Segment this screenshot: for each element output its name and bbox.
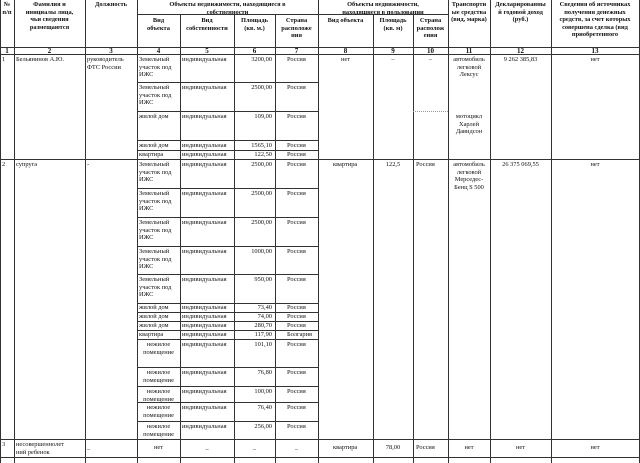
property-country: Россия bbox=[287, 219, 306, 226]
property-area: 1565,10 bbox=[251, 142, 272, 149]
ownership-type: индивидуальная bbox=[182, 404, 227, 411]
column-number: 3 bbox=[109, 47, 113, 55]
vehicle: нет bbox=[464, 444, 474, 451]
grid-line bbox=[490, 0, 491, 463]
property-area: 74,00 bbox=[257, 313, 272, 320]
ownership-type: индивидуальная bbox=[182, 248, 227, 255]
property-area: 280,70 bbox=[254, 322, 272, 329]
property-area: 2500,00 bbox=[251, 190, 272, 197]
property-area: _ bbox=[252, 444, 257, 451]
column-number: 4 bbox=[156, 47, 161, 55]
property-area: 73,40 bbox=[257, 304, 272, 311]
person-position: _ bbox=[87, 444, 91, 451]
grid-line bbox=[0, 457, 640, 458]
row-divider bbox=[137, 82, 318, 83]
property-area: 122,50 bbox=[254, 151, 272, 158]
row-divider bbox=[137, 246, 318, 247]
used-property-area: – bbox=[391, 56, 395, 63]
property-area: 3200,00 bbox=[251, 56, 272, 63]
grid-line bbox=[373, 14, 374, 463]
header-income: Декларированны й годовой доход (руб.) bbox=[495, 1, 546, 23]
vehicle-car: автомобиль легковой Мерседес- Бенц S 500 bbox=[453, 161, 485, 191]
property-area: 100,00 bbox=[254, 388, 272, 395]
property-country: Россия bbox=[287, 423, 306, 430]
property-area: 101,10 bbox=[254, 341, 272, 348]
header-no: № п/п bbox=[2, 1, 12, 16]
ownership-type: индивидуальная bbox=[182, 304, 227, 311]
property-type: Земельный участок под ИЖС bbox=[139, 248, 172, 270]
grid-line bbox=[0, 0, 1, 463]
property-type: нежилое помещение bbox=[143, 404, 174, 419]
ownership-type: индивидуальная bbox=[182, 151, 227, 158]
header-source: Сведения об источниках получения денежных средств, за счет которых совершена сделка (вид приобретенного bbox=[559, 1, 631, 38]
property-type: жилой дом bbox=[139, 322, 169, 329]
property-country: Россия bbox=[287, 248, 306, 255]
person-name: Бельянинов А.Ю. bbox=[16, 56, 64, 63]
column-number: 10 bbox=[427, 47, 434, 55]
property-type: жилой дом bbox=[139, 313, 169, 320]
header-used-group: Объекты недвижимости, находящиеся в пользовании bbox=[342, 1, 424, 16]
grid-line bbox=[0, 439, 640, 440]
property-type: Земельный участок под ИЖС bbox=[139, 190, 172, 212]
ownership-type: индивидуальная bbox=[182, 322, 227, 329]
used-property-area: 122,5 bbox=[385, 161, 401, 168]
property-country: Россия bbox=[287, 313, 306, 320]
property-area: 76,40 bbox=[257, 404, 272, 411]
property-type: нежилое помещение bbox=[143, 369, 174, 384]
property-type: жилой дом bbox=[139, 113, 169, 120]
property-area: 109,00 bbox=[254, 113, 272, 120]
property-country: Болгария bbox=[287, 331, 312, 338]
subheader-ownership: Вид собственности bbox=[186, 17, 228, 32]
used-property-country: Россия bbox=[416, 161, 435, 168]
row-divider bbox=[137, 339, 318, 340]
subheader-object-type: Вид объекта bbox=[147, 17, 170, 32]
column-number: 11 bbox=[465, 47, 473, 55]
property-type: нет bbox=[153, 444, 164, 451]
used-property-country: Россия bbox=[416, 444, 435, 451]
row-divider bbox=[137, 274, 318, 275]
grid-line bbox=[551, 0, 552, 463]
ownership-type: индивидуальная bbox=[182, 388, 227, 395]
subheader-used-area: Площадь (кв. м) bbox=[379, 17, 407, 32]
vehicle-motorcycle: мотоцикл Харлей Давидсон bbox=[455, 113, 483, 135]
row-number: 1 bbox=[2, 56, 6, 63]
ownership-type: индивидуальная bbox=[182, 56, 227, 63]
row-number: 3 bbox=[2, 441, 6, 448]
used-property-area: 78,00 bbox=[385, 444, 401, 451]
ownership-type: индивидуальная bbox=[182, 219, 227, 226]
property-country: Россия bbox=[287, 151, 306, 158]
subheader-country: Страна расположе ния bbox=[281, 17, 312, 39]
funding-source: нет bbox=[590, 444, 600, 451]
property-area: 2500,00 bbox=[251, 219, 272, 226]
property-country: Россия bbox=[287, 56, 306, 63]
funding-source: нет bbox=[590, 161, 600, 168]
property-country: Россия bbox=[287, 369, 306, 376]
person-name: супруга bbox=[16, 161, 38, 168]
property-country: Россия bbox=[287, 404, 306, 411]
column-number: 5 bbox=[205, 47, 209, 55]
ownership-type: _ bbox=[205, 444, 209, 451]
ownership-type: индивидуальная bbox=[182, 113, 227, 120]
subheader-used-country: Страна располож ения bbox=[416, 17, 445, 39]
row-divider bbox=[137, 140, 318, 141]
property-type: Земельный участок под ИЖС bbox=[139, 161, 172, 183]
property-type: жилой дом bbox=[139, 142, 169, 149]
column-number: 9 bbox=[391, 47, 395, 55]
property-area: 2500,00 bbox=[251, 161, 272, 168]
column-number: 1 bbox=[5, 47, 9, 55]
header-transport: Транспорти ые средства (вид, марка) bbox=[451, 1, 487, 23]
column-number: 2 bbox=[47, 47, 52, 55]
column-number: 8 bbox=[343, 47, 348, 55]
grid-line bbox=[318, 0, 319, 463]
row-divider bbox=[137, 386, 318, 387]
used-property-type: квартира bbox=[333, 444, 358, 451]
row-divider bbox=[137, 188, 318, 189]
property-type: жилой дом bbox=[139, 304, 169, 311]
property-area: 950,00 bbox=[254, 276, 272, 283]
person-position: руководитель ФТС России bbox=[87, 56, 124, 71]
property-type: нежилое помещение bbox=[143, 423, 174, 438]
grid-line bbox=[0, 159, 640, 160]
subheader-area: Площадь (кв. м.) bbox=[241, 17, 268, 32]
column-number: 12 bbox=[517, 47, 524, 55]
property-country: Россия bbox=[287, 161, 306, 168]
header-name: Фамилия и инициалы лица, чьи сведения размещаются bbox=[25, 1, 74, 31]
ownership-type: индивидуальная bbox=[182, 276, 227, 283]
property-country: Россия bbox=[287, 304, 306, 311]
vehicle-car: автомобиль легковой Лексус bbox=[453, 56, 485, 78]
property-area: 76,80 bbox=[257, 369, 272, 376]
row-divider bbox=[413, 111, 448, 112]
property-type: квартира bbox=[139, 331, 164, 338]
declared-income: 9 262 385,83 bbox=[503, 56, 538, 63]
used-property-country: – bbox=[428, 56, 433, 63]
ownership-type: индивидуальная bbox=[182, 331, 227, 338]
person-position: - bbox=[87, 161, 90, 168]
ownership-type: индивидуальная bbox=[182, 84, 227, 91]
property-area: 2500,00 bbox=[251, 84, 272, 91]
ownership-type: индивидуальная bbox=[182, 369, 227, 376]
row-divider bbox=[137, 217, 318, 218]
property-type: Земельный участок под ИЖС bbox=[139, 276, 172, 298]
grid-line bbox=[14, 0, 15, 463]
grid-line bbox=[413, 14, 414, 463]
header-position: Должность bbox=[95, 1, 127, 8]
property-area: 1000,00 bbox=[251, 248, 272, 255]
property-country: _ bbox=[294, 444, 299, 451]
ownership-type: индивидуальная bbox=[182, 190, 227, 197]
property-country: Россия bbox=[287, 322, 306, 329]
used-property-type: квартира bbox=[333, 161, 358, 168]
declared-income: нет bbox=[515, 444, 526, 451]
subheader-used-type: Вид объекта bbox=[327, 17, 364, 24]
property-type: Земельный участок под ИЖС bbox=[139, 219, 172, 241]
column-number: 13 bbox=[591, 47, 599, 55]
property-country: Россия bbox=[287, 84, 306, 91]
property-country: Россия bbox=[287, 276, 306, 283]
row-divider bbox=[137, 111, 318, 112]
person-name: несовершеннолет ний ребенок bbox=[16, 441, 64, 456]
declared-income: 26 375 069,55 bbox=[502, 161, 539, 168]
property-country: Россия bbox=[287, 113, 306, 120]
ownership-type: индивидуальная bbox=[182, 313, 227, 320]
property-country: Россия bbox=[287, 388, 306, 395]
property-country: Россия bbox=[287, 341, 306, 348]
property-country: Россия bbox=[287, 190, 306, 197]
grid-line bbox=[85, 0, 86, 463]
property-type: Земельный участок под ИЖС bbox=[139, 84, 172, 106]
property-country: Россия bbox=[287, 142, 306, 149]
used-property-type: нет bbox=[340, 56, 351, 63]
row-divider bbox=[137, 421, 318, 422]
property-type: нежилое помещение bbox=[143, 341, 174, 356]
ownership-type: индивидуальная bbox=[182, 423, 227, 430]
ownership-type: индивидуальная bbox=[182, 142, 227, 149]
ownership-type: индивидуальная bbox=[182, 341, 227, 348]
property-area: 117,90 bbox=[254, 331, 272, 338]
property-type: Земельный участок под ИЖС bbox=[139, 56, 172, 78]
property-type: квартира bbox=[139, 151, 164, 158]
row-number: 2 bbox=[2, 161, 6, 168]
row-divider bbox=[137, 367, 318, 368]
column-number: 7 bbox=[294, 47, 299, 55]
property-type: нежилое помещение bbox=[143, 388, 174, 403]
ownership-type: индивидуальная bbox=[182, 161, 227, 168]
funding-source: нет bbox=[590, 56, 600, 63]
header-owned-group: Объекты недвижимости, находящиеся в собственности bbox=[169, 1, 286, 16]
property-area: 256,00 bbox=[254, 423, 272, 430]
column-number: 6 bbox=[252, 47, 257, 55]
